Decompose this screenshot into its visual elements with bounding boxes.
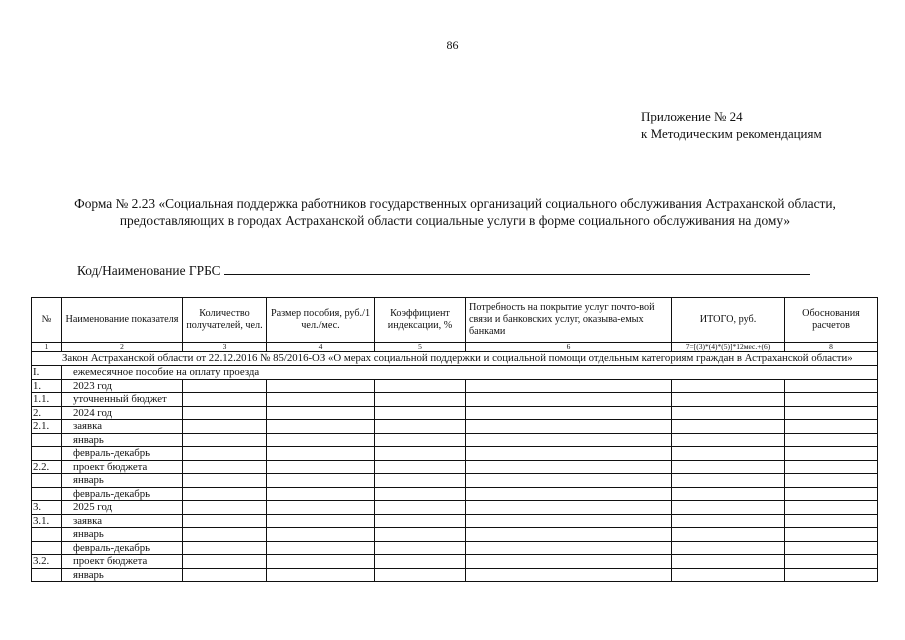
column-number: 2 [62, 343, 183, 352]
input-cell[interactable] [183, 474, 267, 488]
input-cell[interactable] [785, 541, 878, 555]
input-cell[interactable] [375, 501, 466, 515]
input-cell[interactable] [672, 447, 785, 461]
row-label: заявка [62, 514, 183, 528]
input-cell[interactable] [183, 501, 267, 515]
input-cell[interactable] [466, 501, 672, 515]
row-index: 3.2. [32, 555, 62, 569]
input-cell[interactable] [183, 541, 267, 555]
input-cell[interactable] [267, 420, 375, 434]
row-label: 2024 год [62, 406, 183, 420]
input-cell[interactable] [672, 501, 785, 515]
page-number: 86 [446, 38, 459, 52]
row-label: февраль-декабрь [62, 541, 183, 555]
column-number-row [32, 343, 878, 352]
row-index: I. [32, 366, 62, 380]
table-row [32, 528, 878, 542]
row-label: январь [62, 528, 183, 542]
row-index [32, 474, 62, 488]
header-cell: ИТОГО, руб. [672, 298, 785, 343]
row-label: проект бюджета [62, 460, 183, 474]
column-number: 7=[(3)*(4)*(5)]*12мес.+(6) [672, 343, 785, 352]
row-index [32, 487, 62, 501]
table-row [32, 406, 878, 420]
header-cell: Наименование показателя [62, 298, 183, 343]
input-cell[interactable] [785, 514, 878, 528]
input-cell[interactable] [375, 568, 466, 582]
header-cell: Количество получателей, чел. [183, 298, 267, 343]
input-cell[interactable] [183, 568, 267, 582]
input-cell[interactable] [267, 555, 375, 569]
row-label: уточненный бюджет [62, 393, 183, 407]
row-index [32, 447, 62, 461]
input-cell[interactable] [267, 433, 375, 447]
input-cell[interactable] [466, 379, 672, 393]
table-row [32, 420, 878, 434]
input-cell[interactable] [785, 433, 878, 447]
row-label: февраль-декабрь [62, 487, 183, 501]
input-cell[interactable] [672, 541, 785, 555]
input-cell[interactable] [672, 528, 785, 542]
input-cell[interactable] [267, 406, 375, 420]
form-title: Форма № 2.23 «Социальная поддержка работников государственных организаций социального обслуживания Астраханской области, предоставляющих в городах Астраханской области социальные услуги в форме социального обслуживания на дому» [74, 196, 836, 228]
table-header-row [32, 298, 878, 343]
table-row [32, 501, 878, 515]
input-cell[interactable] [267, 541, 375, 555]
input-cell[interactable] [267, 514, 375, 528]
input-cell[interactable] [375, 406, 466, 420]
input-cell[interactable] [672, 487, 785, 501]
header-cell: № [32, 298, 62, 343]
input-cell[interactable] [466, 514, 672, 528]
input-cell[interactable] [267, 474, 375, 488]
input-cell[interactable] [267, 460, 375, 474]
table-row [32, 460, 878, 474]
input-cell[interactable] [785, 474, 878, 488]
input-cell[interactable] [183, 379, 267, 393]
row-index: 2.2. [32, 460, 62, 474]
grbs-field [77, 262, 810, 279]
appendix-note [641, 108, 822, 142]
header-cell: Коэффициент индексации, % [375, 298, 466, 343]
row-index: 3. [32, 501, 62, 515]
column-number: 5 [375, 343, 466, 352]
input-cell[interactable] [375, 447, 466, 461]
column-number: 6 [466, 343, 672, 352]
row-index [32, 433, 62, 447]
table-row [32, 568, 878, 582]
input-cell[interactable] [785, 555, 878, 569]
input-cell[interactable] [672, 379, 785, 393]
input-cell[interactable] [785, 393, 878, 407]
row-label: январь [62, 568, 183, 582]
input-cell[interactable] [785, 379, 878, 393]
input-cell[interactable] [466, 568, 672, 582]
table-row [32, 555, 878, 569]
grbs-fill-line [224, 262, 810, 275]
input-cell[interactable] [375, 555, 466, 569]
grbs-label: Код/Наименование ГРБС [77, 263, 221, 278]
input-cell[interactable] [375, 474, 466, 488]
input-cell[interactable] [672, 474, 785, 488]
row-index: 1.1. [32, 393, 62, 407]
column-number: 3 [183, 343, 267, 352]
column-number: 4 [267, 343, 375, 352]
input-cell[interactable] [375, 420, 466, 434]
form-table [31, 297, 878, 582]
input-cell[interactable] [375, 528, 466, 542]
input-cell[interactable] [785, 447, 878, 461]
input-cell[interactable] [267, 447, 375, 461]
input-cell[interactable] [466, 541, 672, 555]
appendix-line-2: к Методическим рекомендациям [641, 126, 822, 141]
input-cell[interactable] [466, 460, 672, 474]
input-cell[interactable] [375, 487, 466, 501]
input-cell[interactable] [466, 406, 672, 420]
row-index: 1. [32, 379, 62, 393]
input-cell[interactable] [785, 406, 878, 420]
header-cell: Потребность на покрытие услуг почто-вой связи и банковских услуг, оказыва-емых банками [466, 298, 672, 343]
input-cell[interactable] [183, 406, 267, 420]
header-cell: Обоснования расчетов [785, 298, 878, 343]
input-cell[interactable] [183, 514, 267, 528]
input-cell[interactable] [183, 460, 267, 474]
row-label: январь [62, 474, 183, 488]
input-cell[interactable] [785, 568, 878, 582]
input-cell[interactable] [785, 528, 878, 542]
input-cell[interactable] [267, 528, 375, 542]
input-cell[interactable] [183, 555, 267, 569]
input-cell[interactable] [183, 528, 267, 542]
input-cell[interactable] [375, 514, 466, 528]
input-cell[interactable] [267, 501, 375, 515]
table-row [32, 474, 878, 488]
table-row [32, 514, 878, 528]
input-cell[interactable] [375, 379, 466, 393]
input-cell[interactable] [375, 541, 466, 555]
row-label: январь [62, 433, 183, 447]
row-index [32, 568, 62, 582]
section-row [32, 366, 878, 380]
row-index [32, 541, 62, 555]
row-label: проект бюджета [62, 555, 183, 569]
table-row [32, 433, 878, 447]
input-cell[interactable] [375, 393, 466, 407]
table-row [32, 487, 878, 501]
input-cell[interactable] [466, 474, 672, 488]
input-cell[interactable] [183, 433, 267, 447]
row-index: 2.1. [32, 420, 62, 434]
input-cell[interactable] [183, 420, 267, 434]
table-row [32, 541, 878, 555]
row-label: 2025 год [62, 501, 183, 515]
input-cell[interactable] [267, 487, 375, 501]
input-cell[interactable] [375, 460, 466, 474]
input-cell[interactable] [466, 487, 672, 501]
law-row [32, 352, 878, 366]
input-cell[interactable] [183, 447, 267, 461]
input-cell[interactable] [672, 433, 785, 447]
row-label: заявка [62, 420, 183, 434]
table-row [32, 393, 878, 407]
input-cell[interactable] [672, 514, 785, 528]
input-cell[interactable] [785, 460, 878, 474]
input-cell[interactable] [672, 420, 785, 434]
law-text: Закон Астраханской области от 22.12.2016 № 85/2016-ОЗ «О мерах социальной поддержки и социальной помощи отдельным категориям граждан в Астраханской области» [32, 352, 878, 366]
row-label: февраль-декабрь [62, 447, 183, 461]
input-cell[interactable] [466, 528, 672, 542]
input-cell[interactable] [785, 501, 878, 515]
input-cell[interactable] [466, 393, 672, 407]
input-cell[interactable] [466, 447, 672, 461]
column-number: 8 [785, 343, 878, 352]
header-cell: Размер пособия, руб./1 чел./мес. [267, 298, 375, 343]
appendix-line-1: Приложение № 24 [641, 109, 743, 124]
input-cell[interactable] [785, 420, 878, 434]
input-cell[interactable] [672, 460, 785, 474]
row-index: 2. [32, 406, 62, 420]
row-label: 2023 год [62, 379, 183, 393]
input-cell[interactable] [785, 487, 878, 501]
row-index [32, 528, 62, 542]
input-cell[interactable] [466, 555, 672, 569]
input-cell[interactable] [672, 568, 785, 582]
input-cell[interactable] [183, 487, 267, 501]
input-cell[interactable] [466, 433, 672, 447]
input-cell[interactable] [672, 555, 785, 569]
row-index: 3.1. [32, 514, 62, 528]
input-cell[interactable] [267, 393, 375, 407]
input-cell[interactable] [672, 406, 785, 420]
input-cell[interactable] [267, 568, 375, 582]
input-cell[interactable] [466, 420, 672, 434]
input-cell[interactable] [672, 393, 785, 407]
section-label: ежемесячное пособие на оплату проезда [62, 366, 878, 380]
column-number: 1 [32, 343, 62, 352]
table-row [32, 379, 878, 393]
input-cell[interactable] [183, 393, 267, 407]
input-cell[interactable] [375, 433, 466, 447]
table-row [32, 447, 878, 461]
input-cell[interactable] [267, 379, 375, 393]
